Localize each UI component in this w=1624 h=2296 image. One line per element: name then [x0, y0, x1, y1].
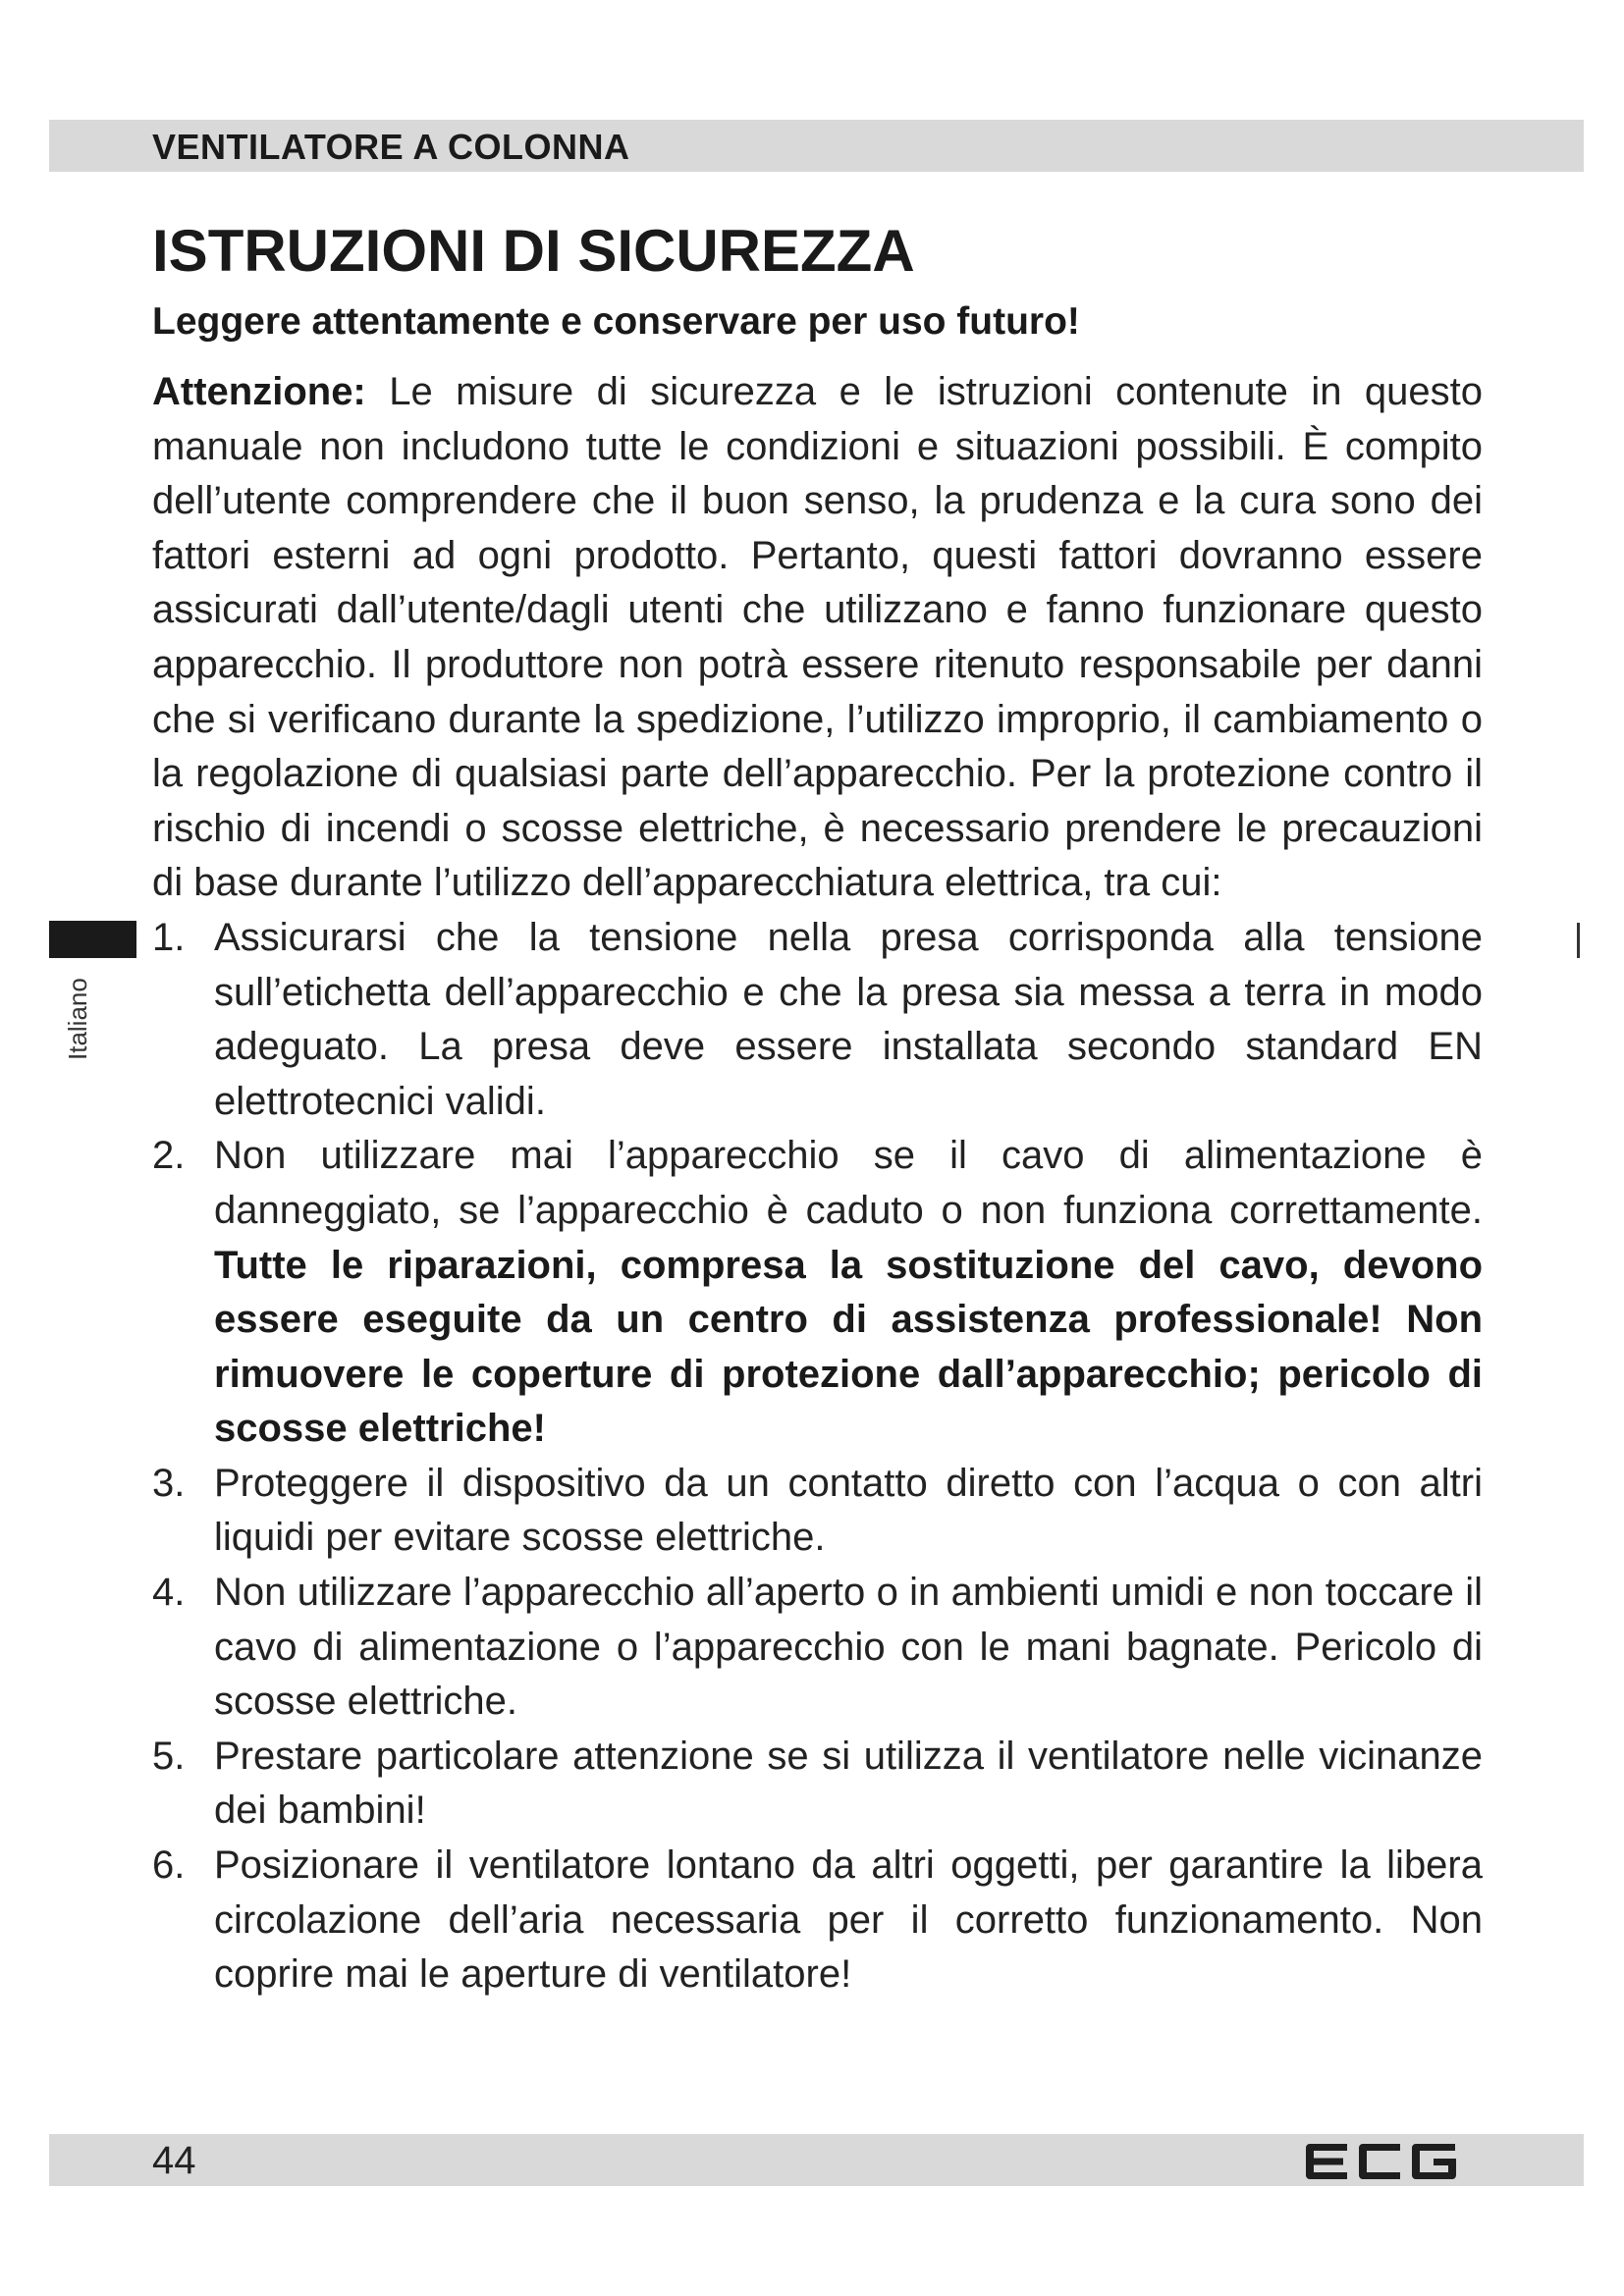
list-item: [152, 1839, 1483, 2002]
item-text: Posizionare il ventilatore lontano da altri oggetti, per garantire la libera circolazione dell’aria necessaria per il corretto funzionamento. Non coprire mai le aperture di ventilatore!: [214, 1843, 1483, 1997]
language-label-text: Italiano: [63, 978, 92, 1060]
content: [152, 365, 1483, 2002]
item-text: Non utilizzare l’apparecchio all’aperto o in ambienti umidi e non toccare il cavo di alimentazione o l’apparecchio con le mani bagnate. Pericolo di scosse elettriche.: [214, 1571, 1483, 1724]
list-item: [152, 1730, 1483, 1839]
list-item: [152, 911, 1483, 1129]
item-text: Assicurarsi che la tensione nella presa corrisponda alla tensione sull’etichetta dell’apparecchio e che la presa sia messa a terra in modo adeguato. La presa deve essere installata secondo standard EN elettrotecnici validi.: [214, 915, 1483, 1123]
intro-lead: Attenzione:: [152, 370, 366, 413]
item-number: 5.: [152, 1734, 186, 1778]
item-text: Non utilizzare mai l’apparecchio se il cavo di alimentazione è danneggiato, se l’apparecchio è caduto o non funziona correttamente.: [214, 1134, 1483, 1232]
subtitle: Leggere attentamente e conservare per uso futuro!: [152, 300, 1080, 343]
list-item: [152, 1129, 1483, 1457]
list-item: [152, 1457, 1483, 1566]
intro-paragraph: [152, 365, 1483, 911]
ecg-logo: [1306, 2144, 1458, 2179]
item-text: Proteggere il dispositivo da un contatto diretto con l’acqua o con altri liquidi per evitare scosse elettriche.: [214, 1461, 1483, 1560]
page-edge-mark: [1577, 923, 1580, 958]
ecg-logo-icon: [1306, 2144, 1458, 2179]
item-bold-text: Tutte le riparazioni, compresa la sostituzione del cavo, devono essere eseguite da un centro di assistenza professionale! Non rimuovere le coperture di protezione dall’apparecchio; pericolo di scosse elettriche!: [214, 1243, 1483, 1451]
item-number: 6.: [152, 1843, 186, 1888]
header-title: VENTILATORE A COLONNA: [152, 127, 630, 167]
language-tab-marker: [49, 921, 136, 958]
item-number: 4.: [152, 1571, 186, 1615]
page-number: 44: [152, 2139, 196, 2182]
intro-text: Le misure di sicurezza e le istruzioni contenute in questo manuale non includono tutte le condizioni e situazioni possibili. È compito dell’utente comprendere che il buon senso, la prudenza e la cura sono dei fattori esterni ad ogni prodotto. Pertanto, questi fattori dovranno essere assicurati dall’utente/dagli utenti che utilizzano e fanno funzionare questo apparecchio. Il produttore non potrà essere ritenuto responsabile per danni che si verificano durante la spedizione, l’utilizzo improprio, il cambiamento o la regolazione di qualsiasi parte dell’apparecchio. Per la protezione contro il rischio di incendi o scosse elettriche, è necessario prendere le precauzioni di base durante l’utilizzo dell’apparecchiatura elettrica, tra cui:: [152, 370, 1483, 905]
item-number: 1.: [152, 915, 186, 959]
item-text: Prestare particolare attenzione se si utilizza il ventilatore nelle vicinanze dei bambini!: [214, 1734, 1483, 1833]
item-number: 3.: [152, 1461, 186, 1505]
list-item: [152, 1566, 1483, 1730]
item-number: 2.: [152, 1134, 186, 1178]
safety-list: [152, 911, 1483, 2002]
page-title: ISTRUZIONI DI SICUREZZA: [152, 218, 915, 284]
